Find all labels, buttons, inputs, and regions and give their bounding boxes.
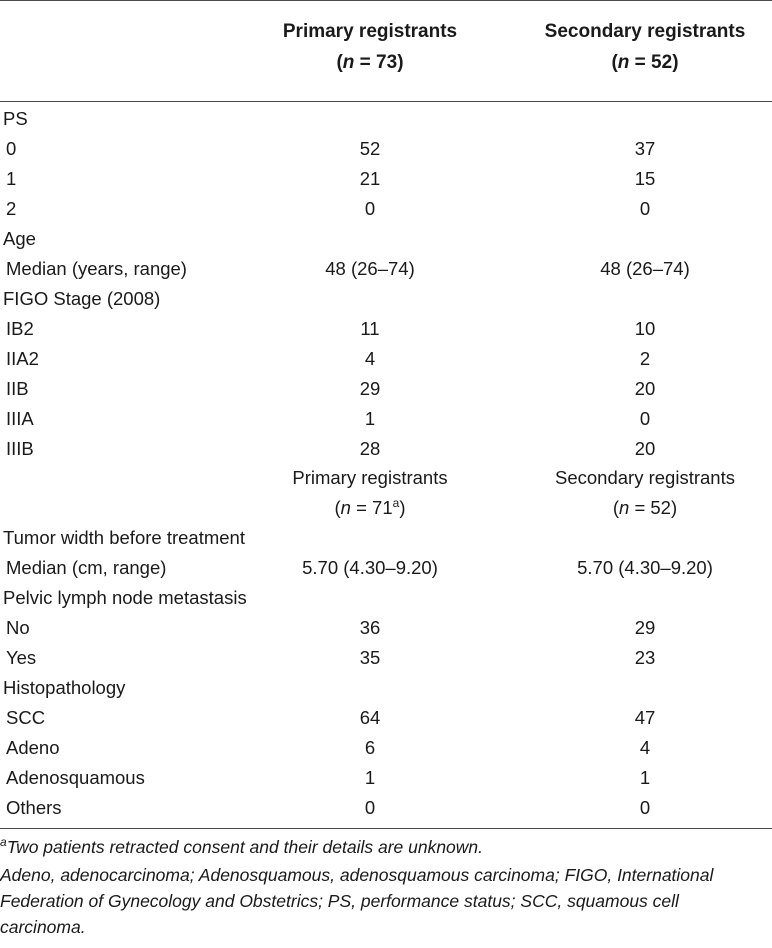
cell-primary: 29 [359,378,381,399]
row-label: Adenosquamous [6,767,145,788]
cell-secondary: 48 (26–74) [600,258,690,279]
subheader-col1-n: $(n = 71^a)$ [334,495,406,518]
col1-header-n: (n = 73) [336,52,404,73]
table-row [0,134,772,164]
table-row [0,733,772,763]
cell-primary: 6 [364,737,376,758]
row-label: Median (years, range) [6,258,187,279]
row-label: IIIB [6,438,34,459]
table-row [0,643,772,673]
table-subheader [0,463,772,523]
table-row [0,194,772,224]
cell-primary: 1 [364,408,376,429]
cell-secondary: 29 [634,617,656,638]
col1-header [240,16,500,78]
row-label: 2 [6,198,17,219]
row-label: Yes [6,647,37,668]
cell-secondary: 5.70 (4.30–9.20) [577,557,713,578]
subheader-col2 [520,463,770,523]
section-label: PS [3,108,28,129]
section-label: Tumor width before treatment [3,527,245,548]
cell-secondary: 23 [634,647,656,668]
table-row [0,314,772,344]
cell-primary: 11 [360,318,380,339]
section-label: FIGO Stage (2008) [3,288,161,309]
cell-primary: 21 [359,168,381,189]
section-label: Age [3,228,36,249]
section-label: Histopathology [3,677,126,698]
row-label: 1 [6,168,17,189]
table-row [0,344,772,374]
cell-secondary: 4 [639,737,651,758]
cell-primary: 5.70 (4.30–9.20) [302,557,438,578]
cell-secondary: 20 [634,438,656,459]
col2-header [520,16,770,78]
cell-secondary: 10 [634,318,656,339]
table-row [0,374,772,404]
table-row [0,793,772,823]
row-label: IIB [6,378,29,399]
table-row [0,104,772,134]
cell-secondary: 0 [639,198,651,219]
row-label: Median (cm, range) [6,557,167,578]
cell-secondary: 47 [634,707,656,728]
row-label: IIA2 [6,348,39,369]
table-row [0,703,772,733]
cell-secondary: 2 [639,348,651,369]
section-label: Pelvic lymph node metastasis [3,587,247,608]
col1-header-title: Primary registrants [282,21,458,42]
footnote-a: $^a$Two patients retracted consent and their details are unknown. [0,835,484,857]
footnote-mark: a [392,495,400,510]
cell-secondary: 1 [639,767,651,788]
cell-primary: 35 [359,647,381,668]
table-row [0,613,772,643]
subheader-col2-n: (n = 52) [612,497,678,518]
bottom-rule [0,828,772,829]
table-row [0,254,772,284]
cell-primary: 0 [364,797,376,818]
cell-primary: 48 (26–74) [325,258,415,279]
cell-secondary: 0 [639,408,651,429]
table-row [0,434,772,464]
table-row [0,673,772,703]
subheader-col1-title: Primary registrants [292,467,448,488]
subheader-col1 [240,463,500,523]
cell-primary: 4 [364,348,376,369]
table-row [0,284,772,314]
row-label: IB2 [6,318,34,339]
row-label: Others [6,797,62,818]
table-row [0,404,772,434]
row-label: SCC [6,707,46,728]
col2-header-n: (n = 52) [611,52,679,73]
top-rule [0,0,772,1]
cell-primary: 64 [359,707,381,728]
row-label: Adeno [6,737,60,758]
cell-primary: 28 [359,438,381,459]
row-label: 0 [6,138,17,159]
cell-secondary: 37 [634,138,656,159]
footnote-abbreviations: Adeno, adenocarcinoma; Adenosquamous, adenosquamous carcinoma; FIGO, International Federation of Gynecology and Obstetrics; PS, performance status; SCC, squamous cell carcinoma. [0,865,714,937]
table-row [0,224,772,254]
table-row [0,553,772,583]
header-rule [0,101,772,102]
cell-primary: 52 [359,138,381,159]
row-label: No [6,617,30,638]
subheader-col2-title: Secondary registrants [555,467,735,488]
cell-primary: 1 [364,767,376,788]
table-row [0,523,772,553]
table-row [0,164,772,194]
col2-header-title: Secondary registrants [544,21,746,42]
row-label: IIIA [6,408,34,429]
table-row [0,583,772,613]
cell-secondary: 15 [634,168,656,189]
cell-secondary: 0 [639,797,651,818]
cell-secondary: 20 [634,378,656,399]
cell-primary: 0 [364,198,376,219]
cell-primary: 36 [359,617,381,638]
table-row [0,763,772,793]
